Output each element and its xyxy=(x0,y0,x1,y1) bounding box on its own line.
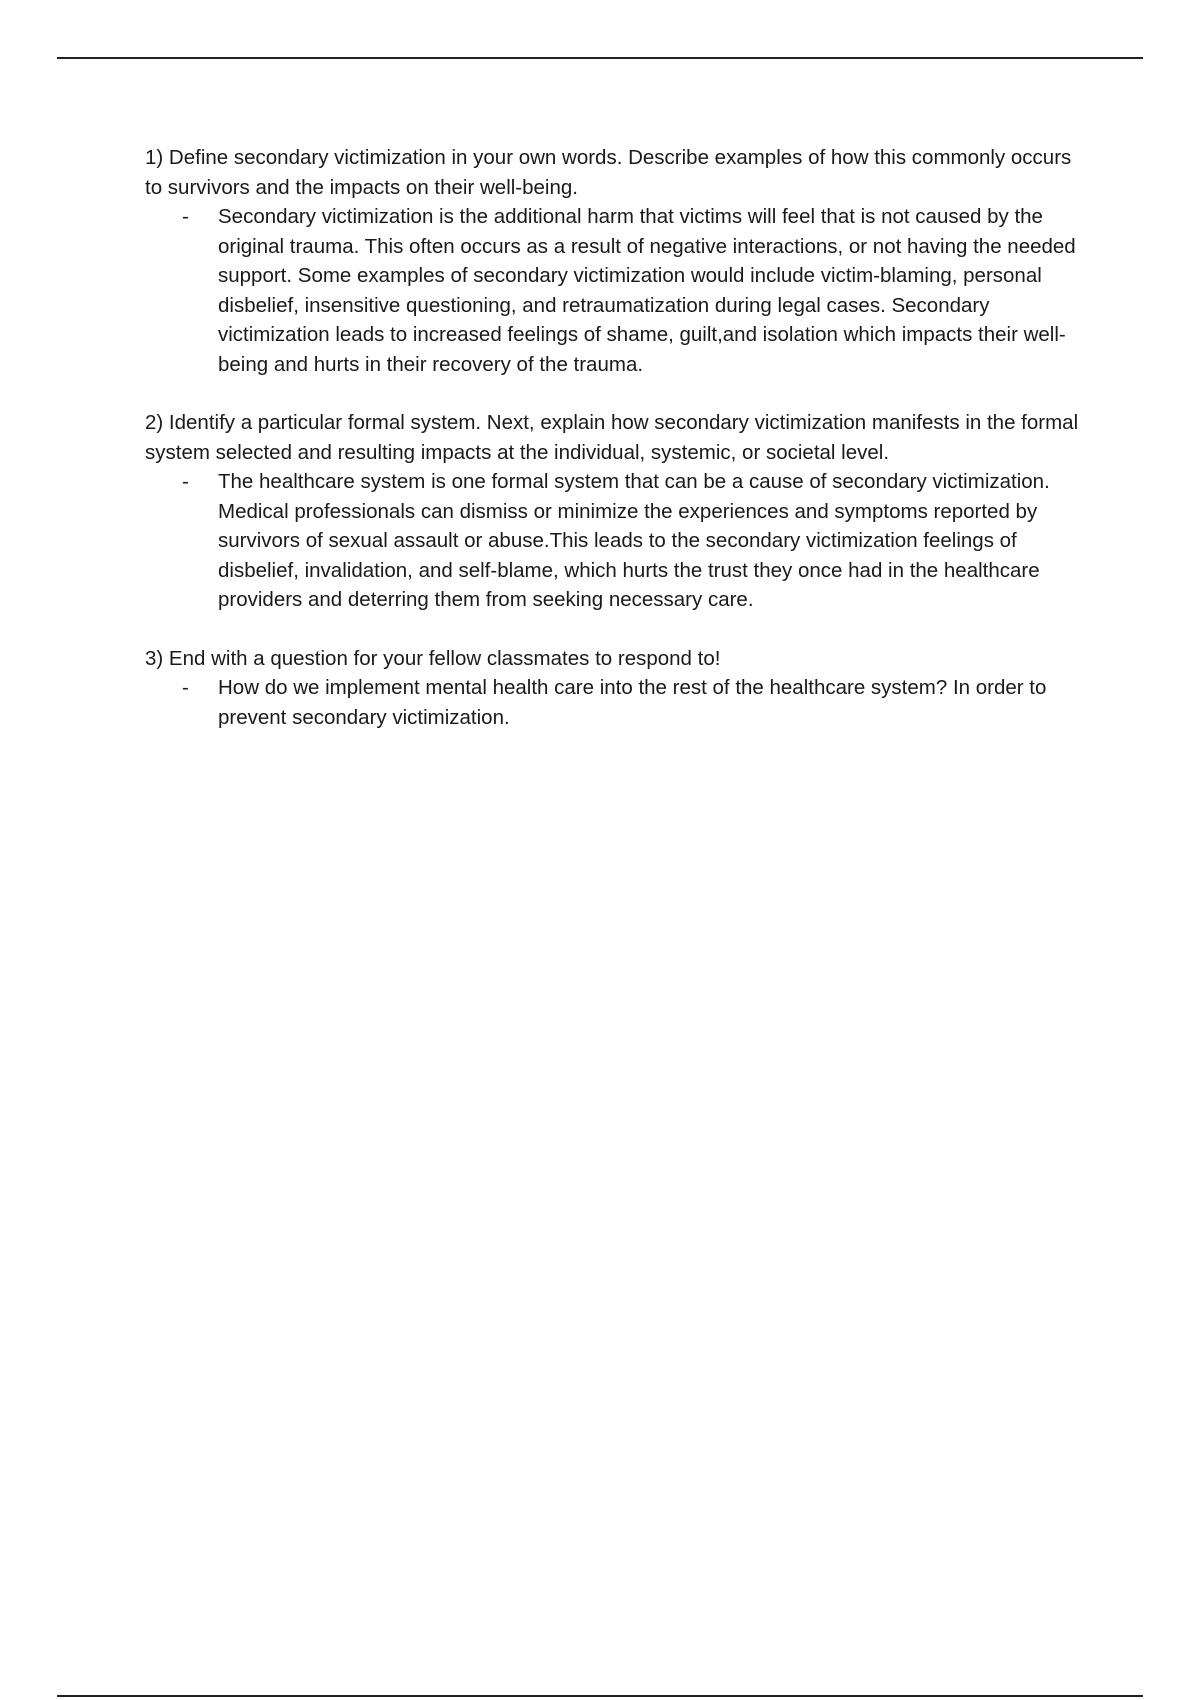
question-section-3 xyxy=(145,644,1090,733)
question-3-prompt: 3) End with a question for your fellow classmates to respond to! xyxy=(145,646,721,670)
question-section-2 xyxy=(145,408,1090,615)
question-2-prompt: 2) Identify a particular formal system. Next, explain how secondary victimization manifests in the formal system selected and resulting impacts at the individual, systemic, or societal level. xyxy=(145,411,1079,464)
answer-1 xyxy=(182,202,1090,379)
document-body xyxy=(145,143,1090,761)
answer-1-text: Secondary victimization is the additional harm that victims will feel that is not caused by the original trauma. This often occurs as a result of negative interactions, or not having the needed support. Some examples of secondary victimization would include victim-blaming, personal disbelief, insensitive questioning, and retraumatization during legal cases. Secondary victimization leads to increased feelings of shame, guilt,and isolation which impacts their well-being and hurts in their recovery of the trauma. xyxy=(218,205,1076,376)
page-bottom-rule xyxy=(57,1695,1143,1697)
bullet-dash: - xyxy=(182,676,189,699)
answer-2-text: The healthcare system is one formal system that can be a cause of secondary victimization. Medical professionals can dismiss or minimize the experiences and symptoms reported by survivors of sexual assault or abuse.This leads to the secondary victimization feelings of disbelief, invalidation, and self-blame, which hurts the trust they once had in the healthcare providers and deterring them from seeking necessary care. xyxy=(218,470,1050,611)
page-top-rule xyxy=(57,57,1143,59)
answer-2 xyxy=(182,467,1090,615)
question-section-1 xyxy=(145,143,1090,379)
bullet-dash: - xyxy=(182,205,189,228)
question-1-prompt: 1) Define secondary victimization in your own words. Describe examples of how this commonly occurs to survivors and the impacts on their well-being. xyxy=(145,146,1072,199)
answer-3-text: How do we implement mental health care into the rest of the healthcare system? In order to prevent secondary victimization. xyxy=(218,676,1047,729)
bullet-dash: - xyxy=(182,470,189,493)
answer-3 xyxy=(182,673,1090,732)
